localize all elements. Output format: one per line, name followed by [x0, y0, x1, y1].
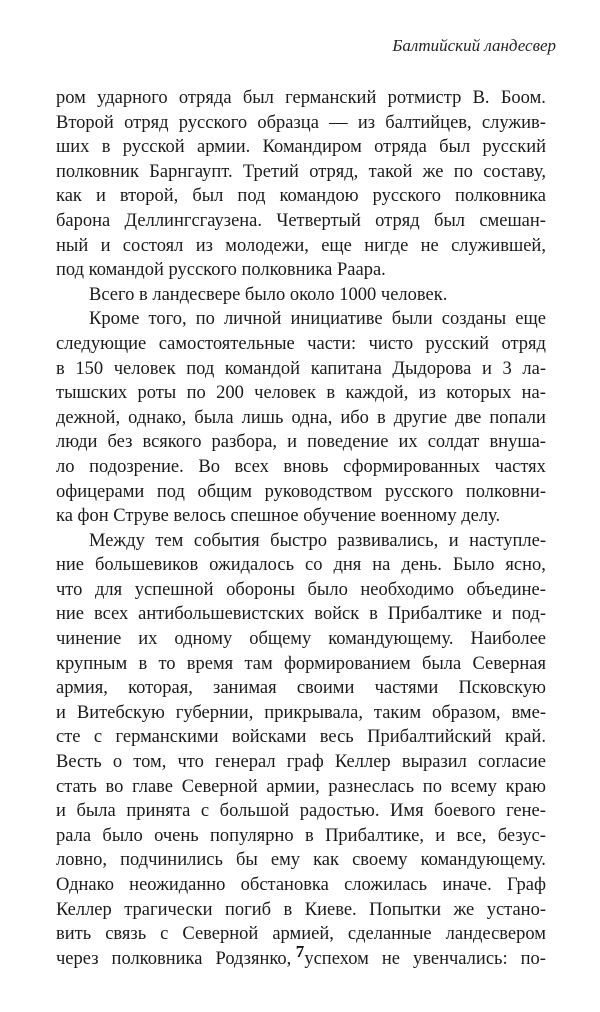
text-line: Келлер трагически погиб в Киеве. Попытки же устано-: [56, 899, 546, 920]
text-line: и Витебскую губернии, прикрывала, таким образом, вме-: [56, 702, 546, 723]
text-line: барона Деллингсгаузена. Четвертый отряд был смешан-: [56, 210, 546, 231]
text-line: тышских роты по 200 человек в каждой, из которых на-: [56, 383, 546, 404]
text-line: в 150 человек под командой капитана Дыдорова и 3 ла-: [56, 358, 546, 379]
text-line: ром ударного отряда был германский ротмистр В. Боом.: [56, 88, 546, 108]
text-line: как и второй, был под командою русского полковника: [56, 186, 546, 207]
text-line: армия, которая, занимая своими частями Псковскую: [56, 678, 546, 699]
text-line: ловно, подчинились бы ему как своему командующему.: [56, 850, 546, 871]
text-line: через полковника Родзянко, успехом не увенчались: по-: [56, 948, 546, 969]
text-line: крупным в то время там формированием была Северная: [56, 653, 546, 674]
text-line: ние большевиков ожидалось со дня на день. Было ясно,: [56, 555, 546, 576]
text-line: полковник Барнгаупт. Третий отряд, такой же по составу,: [56, 161, 546, 182]
text-line: люди без всякого разбора, и поведение их солдат внуша-: [56, 432, 546, 453]
text-line: сте с германскими войсками весь Прибалтийский край.: [56, 727, 546, 748]
text-line: ный и состоял из молодежи, еще нигде не служившей,: [56, 235, 546, 256]
text-line: Кроме того, по личной инициативе были созданы еще: [89, 309, 546, 330]
text-line: Второй отряд русского образца — из балтийцев, служив-: [56, 112, 546, 133]
running-header: Балтийский ландесвер: [392, 36, 556, 55]
text-line: Однако неожиданно обстановка сложилась иначе. Граф: [56, 875, 546, 895]
text-line: ших в русской армии. Командиром отряда был русский: [56, 137, 546, 158]
text-line: что для успешной обороны было необходимо объедине-: [56, 579, 546, 600]
text-line: вить связь с Северной армией, сделанные ландесвером: [56, 924, 546, 945]
text-line: и была принята с большой радостью. Имя боевого гене-: [56, 801, 546, 822]
text-line: рала было очень популярно в Прибалтике, и все, безус-: [56, 825, 546, 846]
text-line: дежной, однако, была лишь одна, ибо в другие две попали: [56, 407, 546, 428]
text-line: Всего в ландесвере было около 1000 человек.: [89, 284, 448, 305]
text-line: ло подозрение. Во всех вновь сформированных частях: [56, 456, 546, 477]
page-number: 7: [295, 942, 305, 961]
text-line: стать во главе Северной армии, разнеслась по всему краю: [56, 776, 546, 797]
text-line: под командой русского полковника Раара.: [56, 260, 386, 281]
text-line: чинение их одному общему командующему. Наиболее: [56, 629, 546, 650]
text-line: ка фон Струве велось спешное обучение военному делу.: [56, 506, 501, 527]
text-line: Весть о том, что генерал граф Келлер выразил согласие: [56, 752, 546, 773]
body-text: [56, 86, 546, 971]
text-line: офицерами под общим руководством русского полковни-: [56, 481, 546, 502]
text-line: Между тем события быстро развивались, и наступле-: [89, 530, 546, 551]
text-line: следующие самостоятельные части: чисто русский отряд: [56, 333, 546, 354]
text-line: ние всех антибольшевистских войск в Прибалтике и под-: [56, 604, 546, 625]
